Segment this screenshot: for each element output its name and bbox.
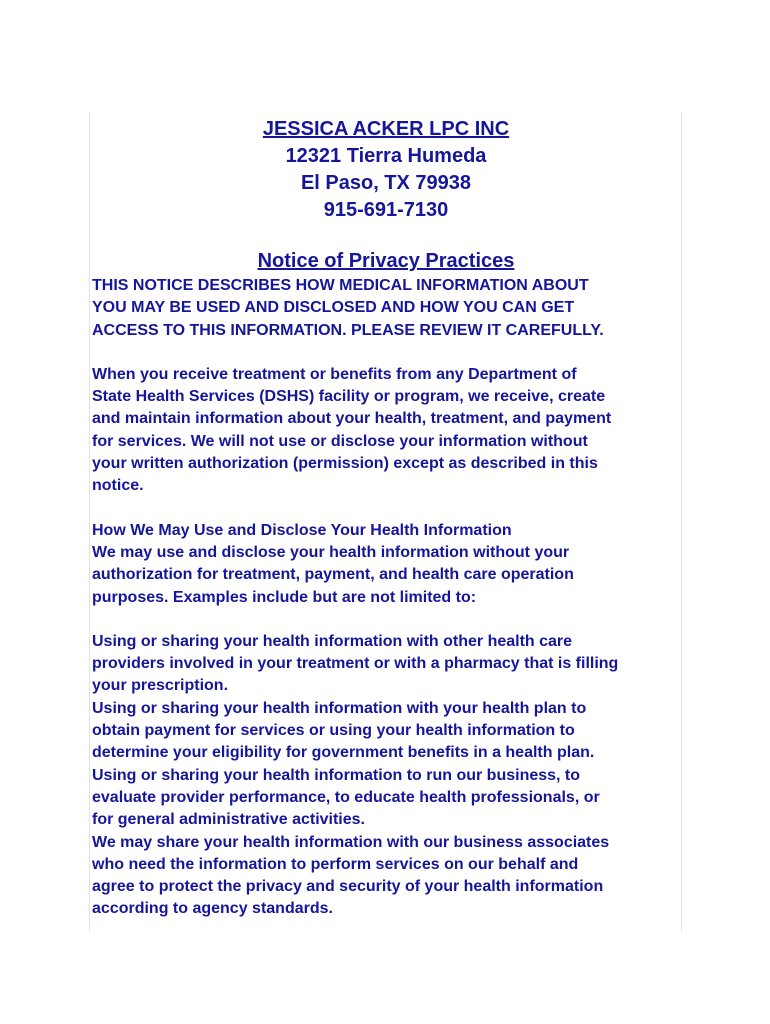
- example-line: according to agency standards.: [92, 900, 333, 918]
- example-line: agree to protect the privacy and security of your health information: [92, 878, 604, 896]
- intro-line: your written authorization (permission) except as described in this: [92, 455, 598, 473]
- phone-number: 915-691-7130: [323, 199, 449, 221]
- example-line: providers involved in your treatment or with a pharmacy that is filling: [92, 655, 619, 673]
- notice-description-line: ACCESS TO THIS INFORMATION. PLEASE REVIEW IT CAREFULLY.: [92, 321, 604, 339]
- notice-description: [92, 275, 680, 342]
- intro-line: State Health Services (DSHS) facility or program, we receive, create: [92, 388, 606, 406]
- example-line: We may share your health information with our business associates: [92, 833, 610, 851]
- notice-description-line: THIS NOTICE DESCRIBES HOW MEDICAL INFORMATION ABOUT: [92, 277, 589, 294]
- city-state-zip: El Paso, TX 79938: [300, 172, 472, 194]
- intro-line: for services. We will not use or disclose your information without: [92, 432, 588, 450]
- company-name: JESSICA ACKER LPC INC: [262, 118, 510, 140]
- example-line: your prescription.: [92, 677, 229, 695]
- intro-line: and maintain information about your health, treatment, and payment: [92, 410, 612, 428]
- notice-title: Notice of Privacy Practices: [257, 250, 515, 272]
- street-address: 12321 Tierra Humeda: [285, 145, 487, 167]
- example-line: for general administrative activities.: [92, 811, 365, 829]
- example-line: Using or sharing your health information to run our business, to: [92, 766, 581, 784]
- intro-line: When you receive treatment or benefits from any Department of: [92, 365, 577, 383]
- letterhead: [92, 116, 680, 224]
- example-line: Using or sharing your health information with your health plan to: [92, 699, 587, 717]
- use-disclose-line: We may use and disclose your health information without your: [92, 543, 570, 561]
- use-disclose-line: purposes. Examples include but are not limited to:: [92, 588, 477, 606]
- examples-section: [92, 631, 680, 921]
- use-disclose-section: [92, 520, 680, 609]
- intro-paragraph: [92, 364, 680, 498]
- example-line: evaluate provider performance, to educate health professionals, or: [92, 788, 600, 806]
- use-disclose-line: authorization for treatment, payment, and health care operation: [92, 566, 574, 584]
- example-line: determine your eligibility for government benefits in a health plan.: [92, 744, 595, 762]
- example-line: obtain payment for services or using your health information to: [92, 722, 575, 740]
- example-line: Using or sharing your health information with other health care: [92, 632, 573, 650]
- section-heading: How We May Use and Disclose Your Health Information: [92, 521, 512, 539]
- document-body: [92, 116, 680, 921]
- notice-description-line: YOU MAY BE USED AND DISCLOSED AND HOW YOU CAN GET: [92, 299, 575, 317]
- example-line: who need the information to perform services on our behalf and: [92, 855, 579, 873]
- intro-line: notice.: [92, 477, 144, 495]
